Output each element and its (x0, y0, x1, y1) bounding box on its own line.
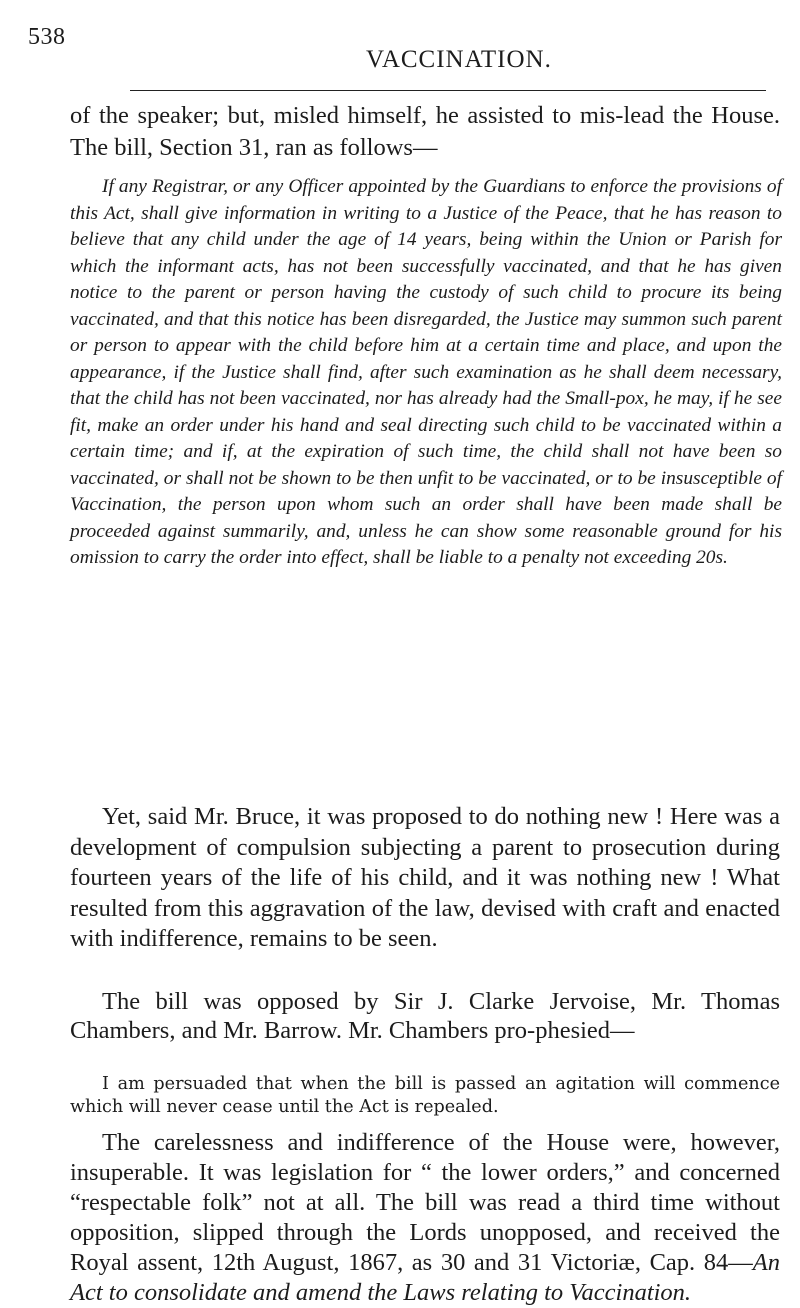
paragraph-royal-assent (70, 1128, 780, 1308)
header-rule (130, 90, 766, 91)
paragraph-opposition: The bill was opposed by Sir J. Clarke Jervoise, Mr. Thomas Chambers, and Mr. Barrow. Mr. Chambers pro-phesied— (70, 988, 780, 1044)
paragraph-royal-assent-text: The carelessness and indifference of the House were, however, insuperable. It was legislation for “ the lower orders,” and concerned “respectable folk” not at all. The bill was read a third time without opposition, slipped through the Lords unopposed, and received the Royal assent, 12th August, 1867, as 30 and 31 Victoriæ, Cap. 84— (70, 1129, 780, 1276)
page-number: 538 (28, 24, 66, 50)
running-title: VACCINATION. (366, 46, 552, 73)
quoted-bill-section-31: If any Registrar, or any Officer appointed by the Guardians to enforce the provisions of this Act, shall give information in writing to a Justice of the Peace, that he has reason to believe that any child under the age of 14 years, being within the Union or Parish for which the informant acts, has not been successfully vaccinated, and that he has given notice to the parent or person having the custody of such child to procure its being vaccinated, and that this notice has been disregarded, the Justice may summon such parent or person to appear with the child before him at a certain time and place, and upon the appearance, if the Justice shall find, after such examination as he shall deem necessary, that the child has not been vaccinated, nor has already had the Small-pox, he may, if he see fit, make an order under his hand and seal directing such child to be vaccinated within a certain time; and if, at the expiration of such time, the child shall not have been so vaccinated, or shall not be shown to be then unfit to be vaccinated, or to be insusceptible of Vaccination, the person upon whom such an order shall have been made shall be proceeded against summarily, and, unless he can show some reasonable ground for his omission to carry the order into effect, shall be liable to a penalty not exceeding 20s. (70, 176, 782, 568)
paragraph-intro: of the speaker; but, misled himself, he assisted to mis-lead the House. The bill, Section 31, ran as follows— (70, 102, 780, 161)
quoted-chambers-prophecy: I am persuaded that when the bill is passed an agitation will commence which will never cease until the Act is repealed. (70, 1074, 780, 1117)
paragraph-bruce: Yet, said Mr. Bruce, it was proposed to do nothing new ! Here was a development of compulsion subjecting a parent to prosecution during fourteen years of the life of his child, and it was nothing new ! What resulted from this aggravation of the law, devised with craft and enacted with indifference, remains to be seen. (70, 803, 780, 952)
act-title: An Act to consolidate and amend the Laws relating to Vaccination. (70, 1249, 780, 1306)
